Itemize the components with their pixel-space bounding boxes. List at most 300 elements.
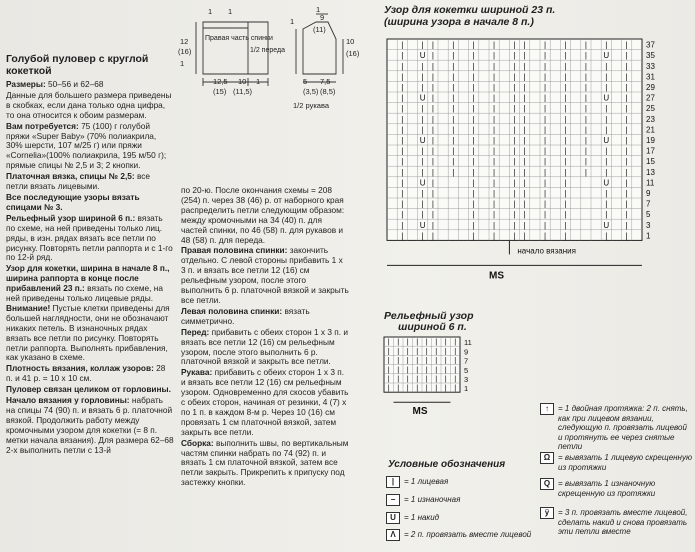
row-number: 23: [646, 114, 655, 124]
stitch-mark: |: [584, 125, 587, 135]
svg-text:(8,5): (8,5): [320, 87, 336, 96]
stitch-mark: |: [472, 178, 475, 188]
stitch-mark: |: [513, 93, 516, 103]
stitch-mark: |: [421, 61, 424, 71]
stitch-mark: |: [397, 346, 400, 356]
stitch-mark: |: [452, 83, 455, 92]
stitch-mark: |: [493, 61, 496, 71]
legend-text: = 1 лицевая: [404, 477, 449, 486]
stitch-mark: |: [564, 104, 567, 114]
stitch-mark: |: [513, 104, 516, 114]
stitch-mark: |: [513, 125, 516, 135]
stitch-mark: |: [544, 157, 547, 167]
svg-text:1: 1: [180, 59, 185, 68]
stitch-mark: |: [493, 125, 496, 135]
stitch-mark: |: [544, 104, 547, 114]
stitch-mark: |: [401, 178, 404, 188]
row-number: 35: [646, 51, 655, 61]
stitch-mark: |: [401, 51, 404, 61]
stitch-mark: |: [452, 72, 455, 82]
stitch-mark: |: [401, 189, 404, 198]
stitch-mark: |: [584, 167, 587, 177]
stitch-mark: |: [513, 178, 516, 188]
stitch-mark: |: [406, 374, 409, 383]
svg-text:12,5: 12,5: [213, 77, 228, 86]
stitch-mark: |: [625, 125, 628, 135]
stitch-mark: |: [564, 114, 567, 124]
start-label: начало вязания: [517, 246, 576, 256]
stitch-mark: |: [416, 364, 419, 374]
stitch-mark: |: [431, 83, 434, 92]
col2-intro: по 20-ю. После окончания схемы = 208 (254) п. через 38 (46) р. от наборного края распределить петли следующим образом: между кромочными на 34 (40) п. для частей спинки, по 46 (58) п. для рукавов и 48 (58) п. для переда.: [181, 185, 345, 245]
stitch-mark: |: [605, 83, 608, 92]
row-number: 13: [646, 167, 655, 177]
row-number: 9: [464, 347, 469, 357]
stitch-mark: |: [493, 157, 496, 167]
row-number: 3: [464, 375, 469, 384]
stitch-mark: |: [513, 72, 516, 82]
yoke-chart-subtitle: (ширина узора в начале 8 п.): [384, 16, 534, 28]
stitch-mark: |: [544, 220, 547, 230]
stitch-mark: U: [603, 136, 610, 145]
stitch-mark: |: [401, 125, 404, 135]
stitch-mark: |: [513, 220, 516, 230]
stitch-mark: |: [425, 364, 428, 374]
stitch-mark: |: [513, 199, 516, 209]
stitch-mark: |: [435, 374, 438, 383]
svg-text:(11,5): (11,5): [233, 87, 253, 96]
stitch-mark: |: [452, 157, 455, 167]
stitch-mark: |: [431, 146, 434, 156]
stitch-mark: |: [431, 210, 434, 220]
stitch-mark: |: [625, 40, 628, 50]
sleeve-label: 1/2 рукава: [293, 101, 330, 110]
row-number: 5: [464, 365, 469, 375]
stitch-mark: |: [472, 72, 475, 82]
whole-note: Пуловер связан целиком от горловины.: [6, 384, 171, 395]
stitch-mark: |: [605, 125, 608, 135]
legend-symbol-icon: −: [386, 494, 400, 506]
stitch-mark: |: [513, 114, 516, 124]
stitch-mark: |: [584, 61, 587, 71]
stitch-mark: |: [564, 61, 567, 71]
svg-text:12: 12: [180, 37, 189, 46]
row-number: 37: [646, 40, 655, 50]
stitch-mark: |: [387, 355, 390, 365]
row-number: 7: [646, 199, 651, 209]
stitch-mark: |: [387, 383, 390, 393]
stitch-mark: |: [425, 337, 428, 347]
stitch-mark: |: [454, 374, 457, 383]
legend-symbol-icon: U: [386, 512, 400, 524]
stitch-mark: |: [425, 346, 428, 356]
stitch-mark: |: [452, 40, 455, 50]
stitch-mark: |: [544, 178, 547, 188]
stitch-mark: |: [431, 136, 434, 145]
stitch-mark: |: [625, 93, 628, 103]
stitch-mark: |: [421, 157, 424, 167]
stitch-mark: |: [523, 146, 526, 156]
stitch-mark: |: [397, 364, 400, 374]
legend-symbol-icon: Λ: [386, 529, 400, 541]
stitch-mark: |: [431, 104, 434, 114]
stitch-mark: |: [421, 199, 424, 209]
legend-symbol-icon: Q: [540, 478, 554, 490]
stitch-mark: |: [564, 93, 567, 103]
stitch-mark: |: [523, 40, 526, 50]
stitch-mark: |: [605, 114, 608, 124]
stitch-mark: |: [564, 210, 567, 220]
stitch-mark: |: [523, 199, 526, 209]
svg-text:9: 9: [320, 13, 325, 22]
stitch-mark: |: [421, 189, 424, 198]
svg-text:(11): (11): [313, 25, 326, 34]
stitch-mark: |: [397, 383, 400, 393]
row-number: 27: [646, 93, 655, 103]
stitch-mark: |: [523, 136, 526, 145]
stitch-mark: |: [401, 199, 404, 209]
stitch-mark: |: [584, 136, 587, 145]
legend-symbol-icon: ↑: [540, 403, 554, 415]
stitch-mark: |: [452, 61, 455, 71]
stitch-mark: |: [425, 355, 428, 365]
stitch-mark: |: [454, 337, 457, 347]
stitch-mark: |: [523, 167, 526, 177]
stitch-mark: |: [431, 189, 434, 198]
svg-text:(16): (16): [346, 49, 360, 58]
stitch-mark: |: [416, 346, 419, 356]
stitch-mark: |: [401, 146, 404, 156]
row-number: 29: [646, 83, 655, 92]
stitch-mark: |: [406, 346, 409, 356]
legend-symbol-icon: Ω: [540, 452, 554, 464]
stitch-mark: |: [421, 167, 424, 177]
stitch-mark: |: [421, 146, 424, 156]
row-number: 25: [646, 104, 655, 114]
stitch-mark: |: [523, 178, 526, 188]
row-number: 1: [464, 384, 469, 394]
legend-text: = 1 двойная протяжка: 2 п. снять, как при лицевом вязании, следующую п. провязать лицевой и протянуть ее через снятые петли: [558, 404, 688, 451]
article-column-1: [6, 50, 174, 457]
density-paragraph: Плотность вязания, коллаж узоров: 28 п. и 41 р. = 10 х 10 см.: [6, 363, 166, 384]
stitch-mark: |: [523, 114, 526, 124]
stitch-mark: |: [625, 104, 628, 114]
stitch-mark: U: [419, 136, 426, 145]
stitch-mark: |: [564, 189, 567, 198]
stitch-mark: |: [454, 355, 457, 365]
pattern-note: Все последующие узоры вязать спицами № 3.: [6, 191, 140, 212]
stitch-mark: |: [544, 51, 547, 61]
stitch-mark: |: [523, 104, 526, 114]
stitch-mark: |: [564, 40, 567, 50]
stitch-mark: |: [472, 167, 475, 177]
stitch-mark: |: [397, 337, 400, 347]
sleeve-paragraph: Рукава: прибавить с обеих сторон 1 х 3 п. и вязать все петли 12 (16) см рельефным узором. Одновременно для скосов убавить с обеих сторон, начиная от резинки, 4 (7) х по 1 п. в каждом 8-м р. Через 10 (16) см провязать 1 см платочной вязкой, затем закрыть все петли.: [181, 367, 349, 437]
legend-text: = 3 п. провязать вместе лицевой, сделать накид и снова провязать эти петли вместе: [558, 508, 688, 536]
stitch-mark: |: [513, 136, 516, 145]
stitch-mark: |: [605, 146, 608, 156]
stitch-mark: |: [431, 114, 434, 124]
stitch-mark: |: [544, 136, 547, 145]
stitch-mark: |: [493, 72, 496, 82]
stitch-mark: |: [421, 72, 424, 82]
stitch-mark: U: [419, 178, 426, 188]
stitch-mark: |: [625, 189, 628, 198]
stitch-mark: |: [425, 374, 428, 383]
stitch-mark: |: [406, 337, 409, 347]
row-number: 3: [646, 220, 651, 230]
stitch-mark: |: [564, 125, 567, 135]
stitch-mark: |: [605, 72, 608, 82]
stitch-mark: U: [419, 51, 426, 61]
stitch-mark: |: [584, 104, 587, 114]
stitch-mark: |: [452, 146, 455, 156]
stitch-mark: |: [401, 104, 404, 114]
stitch-mark: |: [544, 83, 547, 92]
svg-text:1: 1: [290, 17, 295, 26]
stitch-mark: |: [431, 220, 434, 230]
stitch-mark: |: [454, 383, 457, 393]
stitch-mark: |: [431, 125, 434, 135]
stitch-mark: |: [493, 210, 496, 220]
stitch-mark: |: [523, 210, 526, 220]
stitch-mark: |: [452, 125, 455, 135]
stitch-mark: |: [431, 157, 434, 167]
article-title: Голубой пуловер с круглой кокеткой: [6, 53, 149, 77]
stitch-mark: |: [584, 157, 587, 167]
row-number: 15: [646, 157, 655, 167]
stitch-mark: |: [401, 93, 404, 103]
stitch-mark: |: [584, 146, 587, 156]
stitch-mark: |: [493, 189, 496, 198]
stitch-mark: |: [564, 178, 567, 188]
legend-title: Условные обозначения: [388, 459, 506, 470]
stitch-mark: |: [625, 178, 628, 188]
stitch-mark: |: [523, 157, 526, 167]
stitch-mark: |: [431, 61, 434, 71]
stitch-mark: |: [584, 93, 587, 103]
stitch-mark: |: [544, 167, 547, 177]
row-number: 17: [646, 146, 655, 156]
stitch-mark: |: [435, 355, 438, 365]
stitch-mark: |: [625, 72, 628, 82]
stitch-mark: |: [421, 40, 424, 50]
back-label: Правая часть спинки: [205, 35, 273, 42]
assembly-paragraph: Сборка: выполнить швы, по вертикальным частям спинки набрать по 74 (92) п. и вязать 1 см платочной вязкой, затем все петли закрыть. Прикрепить к припуску под застежку кнопки.: [181, 437, 349, 488]
stitch-mark: U: [603, 220, 610, 230]
relief-ms-label: MS: [412, 406, 428, 417]
svg-text:1: 1: [208, 7, 213, 16]
stitch-mark: |: [401, 114, 404, 124]
stitch-mark: |: [523, 61, 526, 71]
stitch-mark: |: [493, 199, 496, 209]
stitch-mark: |: [513, 167, 516, 177]
stitch-mark: |: [605, 157, 608, 167]
stitch-mark: |: [416, 355, 419, 365]
row-number: 11: [464, 338, 472, 348]
legend-symbol-icon: ÿ: [540, 507, 554, 519]
stitch-mark: |: [513, 40, 516, 50]
stitch-mark: |: [523, 231, 526, 241]
stitch-mark: |: [493, 83, 496, 92]
stitch-mark: |: [513, 157, 516, 167]
svg-text:10: 10: [346, 37, 355, 46]
start-paragraph: Начало вязания у горловины: набрать на спицы 74 (90) п. и вязать 6 р. платочной вязкой. Продолжить работу между кромочными узором для кокетки (= 8 п. метки начала вязания). Для размера 62–68 2-х выполнить петли с 13-й: [6, 395, 174, 455]
stitch-mark: |: [406, 364, 409, 374]
svg-text:7,5: 7,5: [320, 77, 331, 86]
svg-text:1: 1: [256, 77, 261, 86]
stitch-mark: |: [584, 114, 587, 124]
row-number: 11: [646, 178, 655, 188]
stitch-mark: |: [472, 61, 475, 71]
stitch-mark: |: [584, 83, 587, 92]
stitch-mark: |: [444, 374, 447, 383]
stitch-mark: |: [401, 72, 404, 82]
plain-knit-paragraph: Платочная вязка, спицы № 2,5: все петли вязать лицевыми.: [6, 171, 151, 192]
stitch-mark: |: [472, 146, 475, 156]
row-number: 21: [646, 125, 655, 135]
stitch-mark: |: [493, 178, 496, 188]
stitch-mark: |: [472, 157, 475, 167]
stitch-mark: |: [523, 189, 526, 198]
stitch-mark: |: [387, 364, 390, 374]
article-column-2: [181, 186, 349, 489]
stitch-mark: |: [564, 72, 567, 82]
stitch-mark: |: [625, 51, 628, 61]
stitch-mark: |: [452, 114, 455, 124]
stitch-mark: |: [544, 231, 547, 241]
stitch-mark: |: [625, 136, 628, 145]
stitch-mark: |: [523, 83, 526, 92]
stitch-mark: |: [625, 210, 628, 220]
stitch-mark: |: [416, 337, 419, 347]
stitch-mark: |: [564, 136, 567, 145]
stitch-mark: |: [625, 146, 628, 156]
row-number: 19: [646, 136, 655, 145]
svg-text:(15): (15): [213, 87, 227, 96]
stitch-mark: |: [401, 231, 404, 241]
stitch-mark: |: [401, 157, 404, 167]
stitch-mark: |: [513, 83, 516, 92]
stitch-mark: |: [564, 231, 567, 241]
stitch-mark: |: [472, 104, 475, 114]
legend-symbol-icon: |: [386, 476, 400, 488]
stitch-mark: |: [472, 210, 475, 220]
stitch-mark: U: [419, 93, 426, 103]
stitch-mark: |: [513, 189, 516, 198]
stitch-mark: |: [605, 104, 608, 114]
stitch-mark: |: [401, 61, 404, 71]
stitch-mark: |: [493, 136, 496, 145]
stitch-mark: |: [431, 51, 434, 61]
stitch-mark: |: [421, 125, 424, 135]
stitch-mark: |: [444, 337, 447, 347]
stitch-mark: |: [564, 146, 567, 156]
stitch-mark: |: [452, 136, 455, 145]
stitch-mark: |: [605, 40, 608, 50]
svg-text:(3,5): (3,5): [303, 87, 319, 96]
stitch-mark: |: [605, 231, 608, 241]
stitch-mark: |: [472, 199, 475, 209]
stitch-mark: |: [605, 61, 608, 71]
yoke-chart-title: Узор для кокетки шириной 23 п.: [384, 4, 556, 16]
stitch-mark: |: [401, 210, 404, 220]
svg-text:10: 10: [238, 77, 247, 86]
stitch-mark: |: [513, 51, 516, 61]
yoke-paragraph: Узор для кокетки, ширина в начале 8 п., ширина раппорта в конце после прибавлений 23 п.: вязать по схеме, на ней приведены только лицевые ряды. Внимание! Пустые клетки приведены для большей наглядности, они не обозначают никаких петель. В изнаночных рядах вязать все петли по рисунку. Повторять петли раппорта. Выполнять прибавления, как указано в схеме.: [6, 263, 170, 363]
stitch-mark: |: [493, 40, 496, 50]
svg-text:(16): (16): [178, 47, 192, 56]
legend-text: = вывязать 1 лицевую скрещенную из протяжки: [558, 453, 692, 472]
stitch-mark: |: [435, 383, 438, 393]
stitch-mark: |: [625, 231, 628, 241]
stitch-mark: |: [397, 355, 400, 365]
stitch-mark: |: [523, 220, 526, 230]
stitch-mark: |: [605, 199, 608, 209]
stitch-mark: |: [564, 51, 567, 61]
stitch-mark: |: [387, 374, 390, 383]
stitch-mark: |: [472, 136, 475, 145]
stitch-mark: |: [444, 383, 447, 393]
front-paragraph: Перед: прибавить с обеих сторон 1 х 3 п. и вязать все петли 12 (16) см рельефным узором, после этого выполнить 6 р. платочной вязкой и закрыть все петли.: [181, 326, 349, 367]
stitch-mark: |: [544, 189, 547, 198]
stitch-mark: |: [625, 61, 628, 71]
stitch-mark: |: [544, 199, 547, 209]
legend-text: = вывязать 1 изнаночную скрещенную из протяжки: [558, 479, 656, 498]
stitch-mark: |: [452, 51, 455, 61]
stitch-mark: |: [431, 40, 434, 50]
stitch-mark: |: [472, 231, 475, 241]
stitch-mark: |: [472, 125, 475, 135]
stitch-mark: |: [523, 125, 526, 135]
stitch-mark: |: [523, 51, 526, 61]
right-back-paragraph: Правая половина спинки: закончить отдельно. С левой стороны прибавить 1 х 3 п. и вязать все петли 12 (16) см рельефным узором, после этого выполнить 6 р. платочной вязкой и закрыть все петли.: [181, 245, 349, 305]
stitch-mark: |: [493, 146, 496, 156]
stitch-mark: |: [544, 93, 547, 103]
yoke-ms-label: MS: [489, 270, 504, 282]
stitch-mark: |: [493, 104, 496, 114]
garment-pattern-diagram: [178, 4, 368, 116]
stitch-mark: |: [416, 383, 419, 393]
stitch-mark: |: [416, 374, 419, 383]
stitch-mark: |: [472, 83, 475, 92]
stitch-mark: |: [406, 383, 409, 393]
stitch-mark: |: [544, 125, 547, 135]
stitch-mark: |: [431, 178, 434, 188]
stitch-mark: |: [421, 231, 424, 241]
stitch-mark: |: [444, 355, 447, 365]
stitch-mark: |: [435, 337, 438, 347]
stitch-mark: |: [625, 157, 628, 167]
stitch-mark: |: [431, 167, 434, 177]
stitch-mark: |: [564, 157, 567, 167]
row-number: 31: [646, 72, 655, 82]
stitch-mark: |: [544, 114, 547, 124]
stitch-mark: |: [421, 114, 424, 124]
stitch-mark: |: [454, 364, 457, 374]
stitch-mark: |: [513, 231, 516, 241]
stitch-mark: |: [401, 136, 404, 145]
stitch-mark: |: [431, 93, 434, 103]
relief-chart-subtitle: шириной 6 п.: [398, 321, 467, 333]
left-back-paragraph: Левая половина спинки: вязать симметрично.: [181, 305, 310, 326]
stitch-mark: |: [584, 72, 587, 82]
stitch-mark: |: [625, 114, 628, 124]
row-number: 1: [646, 231, 651, 241]
stitch-mark: |: [523, 93, 526, 103]
front-label: 1/2 переда: [250, 47, 285, 54]
stitch-mark: |: [431, 231, 434, 241]
